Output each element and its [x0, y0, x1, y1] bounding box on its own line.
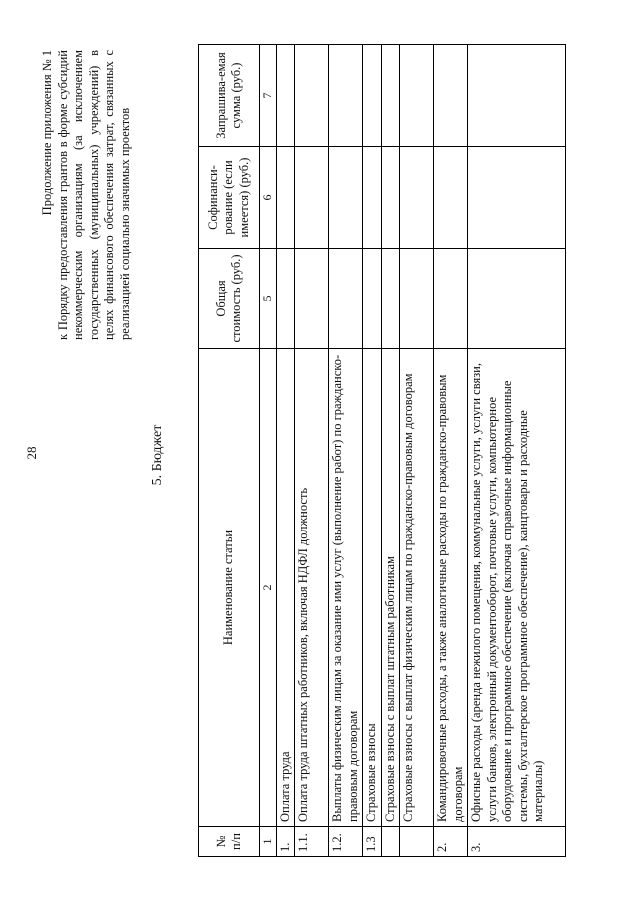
row-number: 1.: [276, 827, 295, 857]
total-cost-cell[interactable]: [363, 249, 382, 349]
total-cost-cell[interactable]: [400, 249, 434, 349]
row-item-name: Оплата труда: [276, 349, 295, 827]
col-header-name: Наименование статьи: [199, 349, 260, 827]
total-cost-cell[interactable]: [295, 249, 329, 349]
table-row: [295, 45, 329, 857]
table-row: [468, 45, 566, 857]
table-row: [400, 45, 434, 857]
requested-amount-cell[interactable]: [276, 45, 295, 147]
section-title: 5. Бюджет: [150, 424, 165, 486]
row-number: 1.3: [363, 827, 382, 857]
col-header-number: № п/п: [199, 827, 260, 857]
column-number: 5: [260, 249, 277, 349]
cofinancing-cell[interactable]: [329, 147, 363, 249]
cofinancing-cell[interactable]: [400, 147, 434, 249]
requested-amount-cell[interactable]: [400, 45, 434, 147]
row-item-name: Выплаты физическим лицам за оказание ими услуг (выполнение работ) по гражданско-правовым договорам: [329, 349, 363, 827]
column-number-row: [260, 45, 277, 857]
column-number: 2: [260, 349, 277, 827]
table-row: [434, 45, 468, 857]
row-number: 1.2.: [329, 827, 363, 857]
row-number: [381, 827, 400, 857]
appendix-reference: к Порядку предоставления грантов в форме субсидий некоммерческим организациям (за исключением государственных (муниципальных) учреждений) в целях финансового обеспечения затрат, связанных с реализацией социально значимых проектов: [55, 50, 132, 340]
cofinancing-cell[interactable]: [363, 147, 382, 249]
cofinancing-cell[interactable]: [434, 147, 468, 249]
col-header-total-cost: Общая стоимость (руб.): [199, 249, 260, 349]
column-number: 1: [260, 827, 277, 857]
page-number: 28: [24, 446, 39, 460]
requested-amount-cell[interactable]: [381, 45, 400, 147]
table-row: [363, 45, 382, 857]
total-cost-cell[interactable]: [468, 249, 566, 349]
row-number: 2.: [434, 827, 468, 857]
cofinancing-cell[interactable]: [381, 147, 400, 249]
appendix-continuation: Продолжение приложения № 1: [40, 50, 54, 216]
column-number: 7: [260, 45, 277, 147]
total-cost-cell[interactable]: [381, 249, 400, 349]
row-item-name: Страховые взносы: [363, 349, 382, 827]
budget-table: [198, 44, 566, 857]
cofinancing-cell[interactable]: [295, 147, 329, 249]
row-number: 3.: [468, 827, 566, 857]
requested-amount-cell[interactable]: [295, 45, 329, 147]
col-header-requested: Запрашива-емая сумма (руб.): [199, 45, 260, 147]
row-number: [400, 827, 434, 857]
table-row: [276, 45, 295, 857]
total-cost-cell[interactable]: [276, 249, 295, 349]
total-cost-cell[interactable]: [434, 249, 468, 349]
cofinancing-cell[interactable]: [276, 147, 295, 249]
row-item-name: Страховые взносы с выплат штатным работникам: [381, 349, 400, 827]
requested-amount-cell[interactable]: [434, 45, 468, 147]
row-item-name: Командировочные расходы, а также аналогичные расходы по гражданско-правовым договорам: [434, 349, 468, 827]
table-row: [381, 45, 400, 857]
col-header-cofinancing: Софинанси-рование (если имеется) (руб.): [199, 147, 260, 249]
row-item-name: Оплата труда штатных работников, включая НДФЛ должность: [295, 349, 329, 827]
requested-amount-cell[interactable]: [468, 45, 566, 147]
column-number: 6: [260, 147, 277, 249]
row-item-name: Офисные расходы (аренда нежилого помещения, коммунальные услуги, услуги связи, услуги банков, электронный документооборот, почтовые услуги, компьютерное оборудование и программное обеспечение (включая справочные информационные системы, бухгалтерское программное обеспечение), канцтовары и расходные материалы): [468, 349, 566, 827]
cofinancing-cell[interactable]: [468, 147, 566, 249]
requested-amount-cell[interactable]: [363, 45, 382, 147]
appendix-header: [40, 50, 134, 340]
table-header-row: [199, 45, 260, 857]
row-item-name: Страховые взносы с выплат физическим лицам по гражданско-правовым договорам: [400, 349, 434, 827]
table-row: [329, 45, 363, 857]
total-cost-cell[interactable]: [329, 249, 363, 349]
requested-amount-cell[interactable]: [329, 45, 363, 147]
row-number: 1.1.: [295, 827, 329, 857]
